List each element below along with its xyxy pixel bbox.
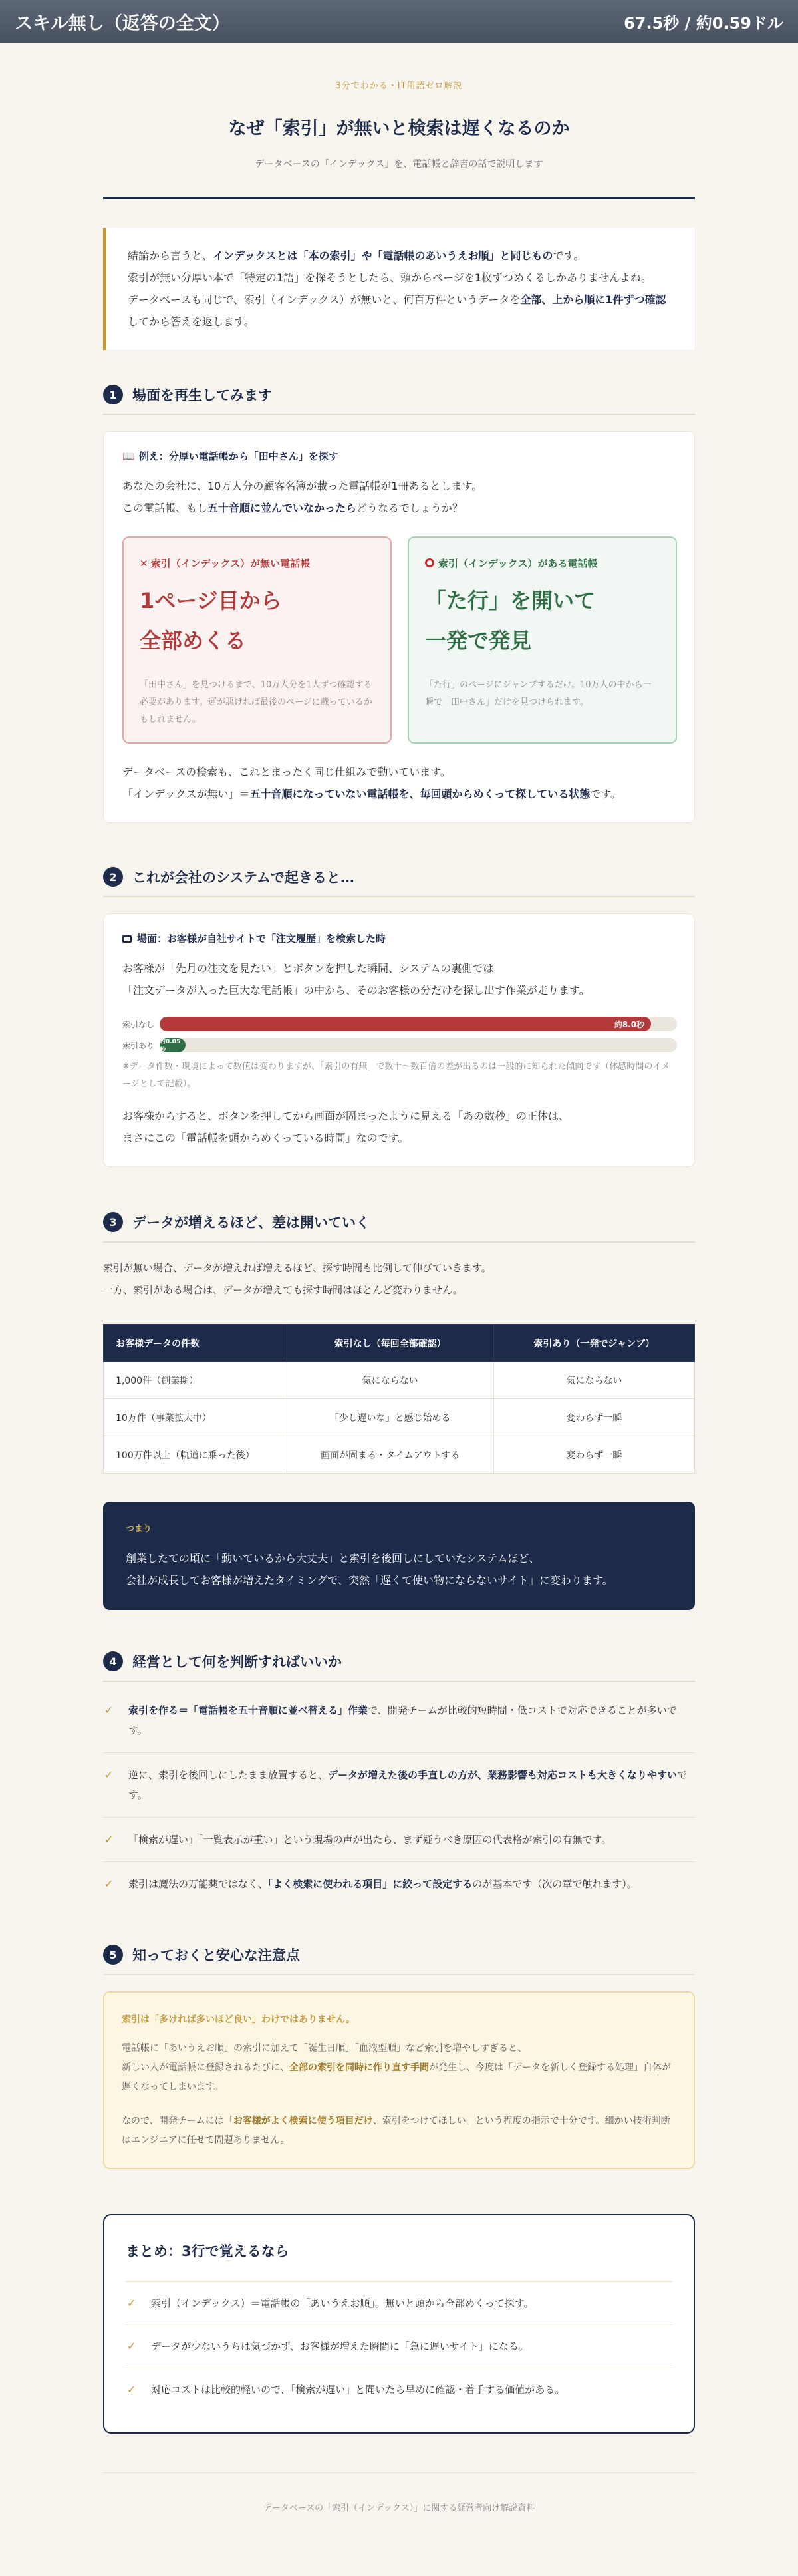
scenario-para-4: まさにこの「電話帳を頭からめくっている時間」なのです。: [122, 1132, 409, 1144]
summary-title: まとめ：3行で覚えるなら: [126, 2241, 672, 2282]
table-row: [104, 1399, 695, 1436]
check-icon: ✓: [127, 2340, 136, 2352]
section-4-heading: [103, 1651, 695, 1682]
speed-bars: [122, 1016, 677, 1053]
table-cell: 気にならない: [493, 1362, 694, 1399]
book-icon: 📖: [122, 450, 135, 462]
table-cell: 変わらず一瞬: [493, 1399, 694, 1436]
bar-value: 約0.05秒: [160, 1039, 181, 1052]
section-3-heading: [103, 1212, 695, 1243]
summary-item: [126, 2368, 672, 2411]
emphasis: 全部の索引を同時に作り直す手間: [289, 2062, 429, 2073]
list-item-text: [128, 1874, 637, 1894]
text: 「インデックスが無い」＝: [122, 788, 250, 800]
list-item: [103, 1689, 695, 1753]
text: なので、開発チームには「: [122, 2116, 233, 2126]
table-cell: 「少し遅いな」と感じ始める: [287, 1399, 493, 1436]
section-3: [103, 1212, 695, 1610]
emphasis: 「よく検索に使われる項目」に絞って設定する: [267, 1878, 473, 1890]
section-title: 経営として何を判断すればいいか: [132, 1654, 342, 1670]
bar-value: 約8.0秒: [614, 1019, 645, 1029]
check-icon: ✓: [104, 1877, 114, 1890]
caution-para-1: 電話帳に「あいうえお順」の索引に加えて「誕生日順」「血液型順」など索引を増やしすぎると、: [122, 2043, 527, 2054]
section-5-heading: [103, 1945, 695, 1975]
takeaway-line-1: 創業したての頃に「動いているから大丈夫」と索引を後回しにしていたシステムほど、: [126, 1552, 540, 1565]
table-header: 索引あり（一発でジャンプ）: [493, 1325, 694, 1362]
list-item: [103, 1818, 695, 1862]
intro-text: してから答えを返します。: [128, 315, 255, 328]
article: [0, 43, 798, 2513]
table-header: 索引なし（毎回全部確認）: [287, 1325, 493, 1362]
text: のが基本です（次の章で触れます）。: [472, 1878, 637, 1890]
with-index-label: [425, 556, 660, 570]
headline-line: 1ページ目から: [140, 588, 282, 613]
scenario-footnote: ※データ件数・環境によって数値は変わりますが、「索引の有無」で数十〜数百倍の差が出るのは一般的に知られた傾向です（体感時間のイメージとして記載）。: [122, 1062, 670, 1089]
text: で、開発チームが比較的短時間・低コストで対応できることが多いです。: [128, 1704, 677, 1736]
summary-item-text: データが少ないうちは気づかず、お客様が増えた瞬間に「急に遅いサイト」になる。: [151, 2340, 529, 2352]
section-number: 2: [103, 867, 123, 887]
check-icon: ✓: [104, 1833, 114, 1846]
summary-item: [126, 2325, 672, 2368]
section-1: [103, 385, 695, 823]
no-index-label: [140, 556, 374, 570]
bar-fill-no-index: [160, 1017, 651, 1031]
table-header-row: [104, 1325, 695, 1362]
label-text: 索引（インデックス）が無い電話帳: [150, 558, 311, 569]
with-index-note: 「た行」のページにジャンプするだけ。10万人の中から一瞬で「田中さん」だけを見つけられます。: [425, 680, 652, 707]
example-para-1: あなたの会社に、10万人分の顧客名簿が載った電話帳が1冊あるとします。: [122, 480, 483, 492]
with-index-headline: [425, 581, 660, 661]
text: 逆に、索引を後回しにしたまま放置すると、: [128, 1769, 329, 1781]
section-title: データが増えるほど、差は開いていく: [132, 1215, 370, 1231]
emphasis: データが増えた後の手直しの方が、業務影響も対応コストも大きくなりやすい: [328, 1769, 678, 1781]
example-para-4: [122, 783, 677, 805]
laptop-icon: [122, 935, 132, 943]
bar-fill-with-index: [160, 1038, 186, 1052]
no-index-box: [122, 536, 392, 744]
caution-para-2: [122, 2058, 676, 2097]
headline-line: 一発で発見: [425, 628, 532, 653]
summary-item-text: 索引（インデックス）＝電話帳の「あいうえお順」。無いと頭から全部めくって探す。: [151, 2297, 534, 2309]
no-index-headline: [140, 581, 374, 661]
list-item: [103, 1753, 695, 1818]
check-icon: ✓: [104, 1768, 114, 1781]
section-2-heading: [103, 867, 695, 897]
caution-para-3: [122, 2112, 676, 2150]
text: が発生し、今度は「データを新しく登録する処理」自体が遅くなってしまいます。: [122, 2062, 671, 2092]
check-icon: ✓: [104, 1704, 114, 1716]
top-bar: [0, 0, 798, 43]
list-item-text: [128, 1700, 695, 1740]
takeaway-title: つまり: [126, 1524, 152, 1534]
footer: データベースの「索引（インデックス）」に関する経営者向け解説資料: [103, 2472, 695, 2513]
table-cell: 10万件（事業拡大中）: [104, 1399, 287, 1436]
scenario-para-2: 「注文データが入った巨大な電話帳」の中から、そのお客様の分だけを探し出す作業が走ります。: [122, 984, 590, 997]
growth-para-1: 索引が無い場合、データが増えれば増えるほど、探す時間も比例して伸びていきます。: [103, 1262, 491, 1274]
section-title: 場面を再生してみます: [132, 387, 272, 403]
growth-para-2: 一方、索引がある場合は、データが増えても探す時間はほとんど変わりません。: [103, 1284, 463, 1296]
table-row: [104, 1362, 695, 1399]
text: どうなるでしょうか？: [356, 502, 463, 514]
example-title-text: 例え：分厚い電話帳から「田中さん」を探す: [138, 450, 338, 462]
table-cell: 画面が固まる・タイムアウトする: [287, 1436, 493, 1474]
section-number: 4: [103, 1651, 123, 1671]
intro-emphasis: インデックスとは「本の索引」や「電話帳のあいうえお順」と同じもの: [213, 249, 553, 262]
page-subtitle: データベースの「インデックス」を、電話帳と辞書の話で説明します: [255, 159, 543, 170]
emphasis: お客様がよく検索に使う項目だけ: [233, 2116, 373, 2126]
with-index-box: [408, 536, 677, 744]
scenario-title: [122, 931, 677, 945]
text: 、索引をつけてほしい」という程度の指示で十分です。細かい技術判断はエンジニアに任せて問題ありません。: [122, 2116, 670, 2146]
caution-title: 索引は「多ければ多いほど良い」わけではありません。: [122, 2014, 355, 2025]
decision-list: [103, 1689, 695, 1906]
intro-line-3: [128, 289, 675, 333]
example-card: [103, 431, 695, 823]
section-number: 3: [103, 1212, 123, 1232]
hero: [103, 43, 695, 199]
section-5: [103, 1945, 695, 2169]
takeaway-line-2: 会社が成長してお客様が増えたタイミングで、突然「遅くて使い物にならないサイト」に変わります。: [126, 1574, 613, 1587]
title-rule: [103, 197, 695, 199]
scenario-para-3: お客様からすると、ボタンを押してから画面が固まったように見える「あの数秒」の正体は、: [122, 1110, 570, 1122]
intro-box: [103, 228, 695, 350]
emphasis: 五十音順に並んでいなかったら: [207, 502, 357, 514]
section-title: 知っておくと安心な注意点: [132, 1947, 300, 1963]
list-item: [103, 1862, 695, 1906]
intro-text: 結論から言うと、: [128, 249, 213, 262]
headline-line: 全部めくる: [140, 628, 247, 653]
example-para-3: データベースの検索も、これとまったく同じ仕組みで動いています。: [122, 766, 451, 778]
table-row: [104, 1436, 695, 1474]
example-title: [122, 449, 677, 463]
emphasis: 五十音順になっていない電話帳を、毎回頭からめくって探している状態: [249, 788, 591, 800]
intro-line-2: 索引が無い分厚い本で「特定の1語」を探そうとしたら、頭からページを1枚ずつめくるしかありませんよね。: [128, 271, 652, 284]
check-icon: ✓: [127, 2383, 136, 2396]
list-item-text: 「検索が遅い」「一覧表示が重い」という現場の声が出たら、まず疑うべき原因の代表格が索引の有無です。: [128, 1834, 612, 1846]
comparison: [122, 536, 677, 744]
intro-text: データベースも同じで、索引（インデックス）が無いと、何百万件というデータを: [128, 293, 521, 306]
text: です。: [128, 1769, 688, 1801]
no-index-note: 「田中さん」を見つけるまで、10万人分を1人ずつ確認する必要があります。運が悪ければ最後のページに載っているかもしれません。: [140, 680, 372, 724]
table-cell: 100万件以上（軌道に乗った後）: [104, 1436, 287, 1474]
intro-line-1: [128, 245, 675, 267]
section-2: [103, 867, 695, 1167]
window-title: スキル無し（返答の全文）: [15, 13, 230, 34]
headline-line: 「た行」を開いて: [425, 588, 596, 613]
bar-label: 索引なし: [122, 1019, 155, 1029]
section-number: 1: [103, 385, 123, 404]
bar-row-no-index: [122, 1016, 677, 1032]
text: です。: [590, 788, 621, 800]
bar-track: [160, 1017, 677, 1031]
circle-mark-icon: [425, 558, 434, 567]
emphasis: 索引を作る＝「電話帳を五十音順に並べ替える」作業: [128, 1704, 368, 1716]
list-item-text: [128, 1765, 695, 1805]
scenario-card: [103, 913, 695, 1167]
bar-label: 索引あり: [122, 1041, 155, 1050]
bar-track: [160, 1038, 677, 1052]
scenario-para-1: お客様が「先月の注文を見たい」とボタンを押した瞬間、システムの裏側では: [122, 962, 494, 975]
text: この電話帳、もし: [122, 502, 208, 514]
page-title: なぜ「索引」が無いと検索は遅くなるのか: [228, 118, 570, 139]
text: 新しい人が電話帳に登録されるたびに、: [122, 2062, 289, 2073]
section-number: 5: [103, 1945, 123, 1965]
section-title: これが会社のシステムで起きると…: [132, 870, 354, 886]
table-cell: 1,000件（創業期）: [104, 1362, 287, 1399]
section-4: [103, 1651, 695, 1906]
table-cell: 変わらず一瞬: [493, 1436, 694, 1474]
caution-box: [103, 1991, 695, 2169]
summary-item-text: 対応コストは比較的軽いので、「検索が遅い」と聞いたら早めに確認・着手する価値がある。: [151, 2384, 565, 2396]
summary-box: [103, 2214, 695, 2434]
summary-item: [126, 2282, 672, 2325]
kicker: 3分でわかる・IT用語ゼロ解説: [335, 81, 463, 91]
table-cell: 気にならない: [287, 1362, 493, 1399]
run-meta: 67.5秒 / 約0.59ドル: [624, 13, 783, 33]
scenario-title-text: 場面：お客様が自社サイトで「注文履歴」を検索した時: [137, 933, 386, 945]
takeaway-box: [103, 1502, 695, 1610]
label-text: 索引（インデックス）がある電話帳: [438, 558, 598, 569]
x-mark-icon: ✕: [140, 558, 148, 569]
text: 索引は魔法の万能薬ではなく、: [128, 1878, 268, 1890]
intro-text: です。: [553, 249, 585, 262]
growth-table: [103, 1324, 695, 1474]
example-para-2: [122, 497, 677, 519]
intro-emphasis: 全部、上から順に1件ずつ確認: [520, 293, 666, 306]
table-header: お客様データの件数: [104, 1325, 287, 1362]
bar-row-with-index: [122, 1037, 677, 1053]
section-1-heading: [103, 385, 695, 415]
check-icon: ✓: [127, 2297, 136, 2309]
